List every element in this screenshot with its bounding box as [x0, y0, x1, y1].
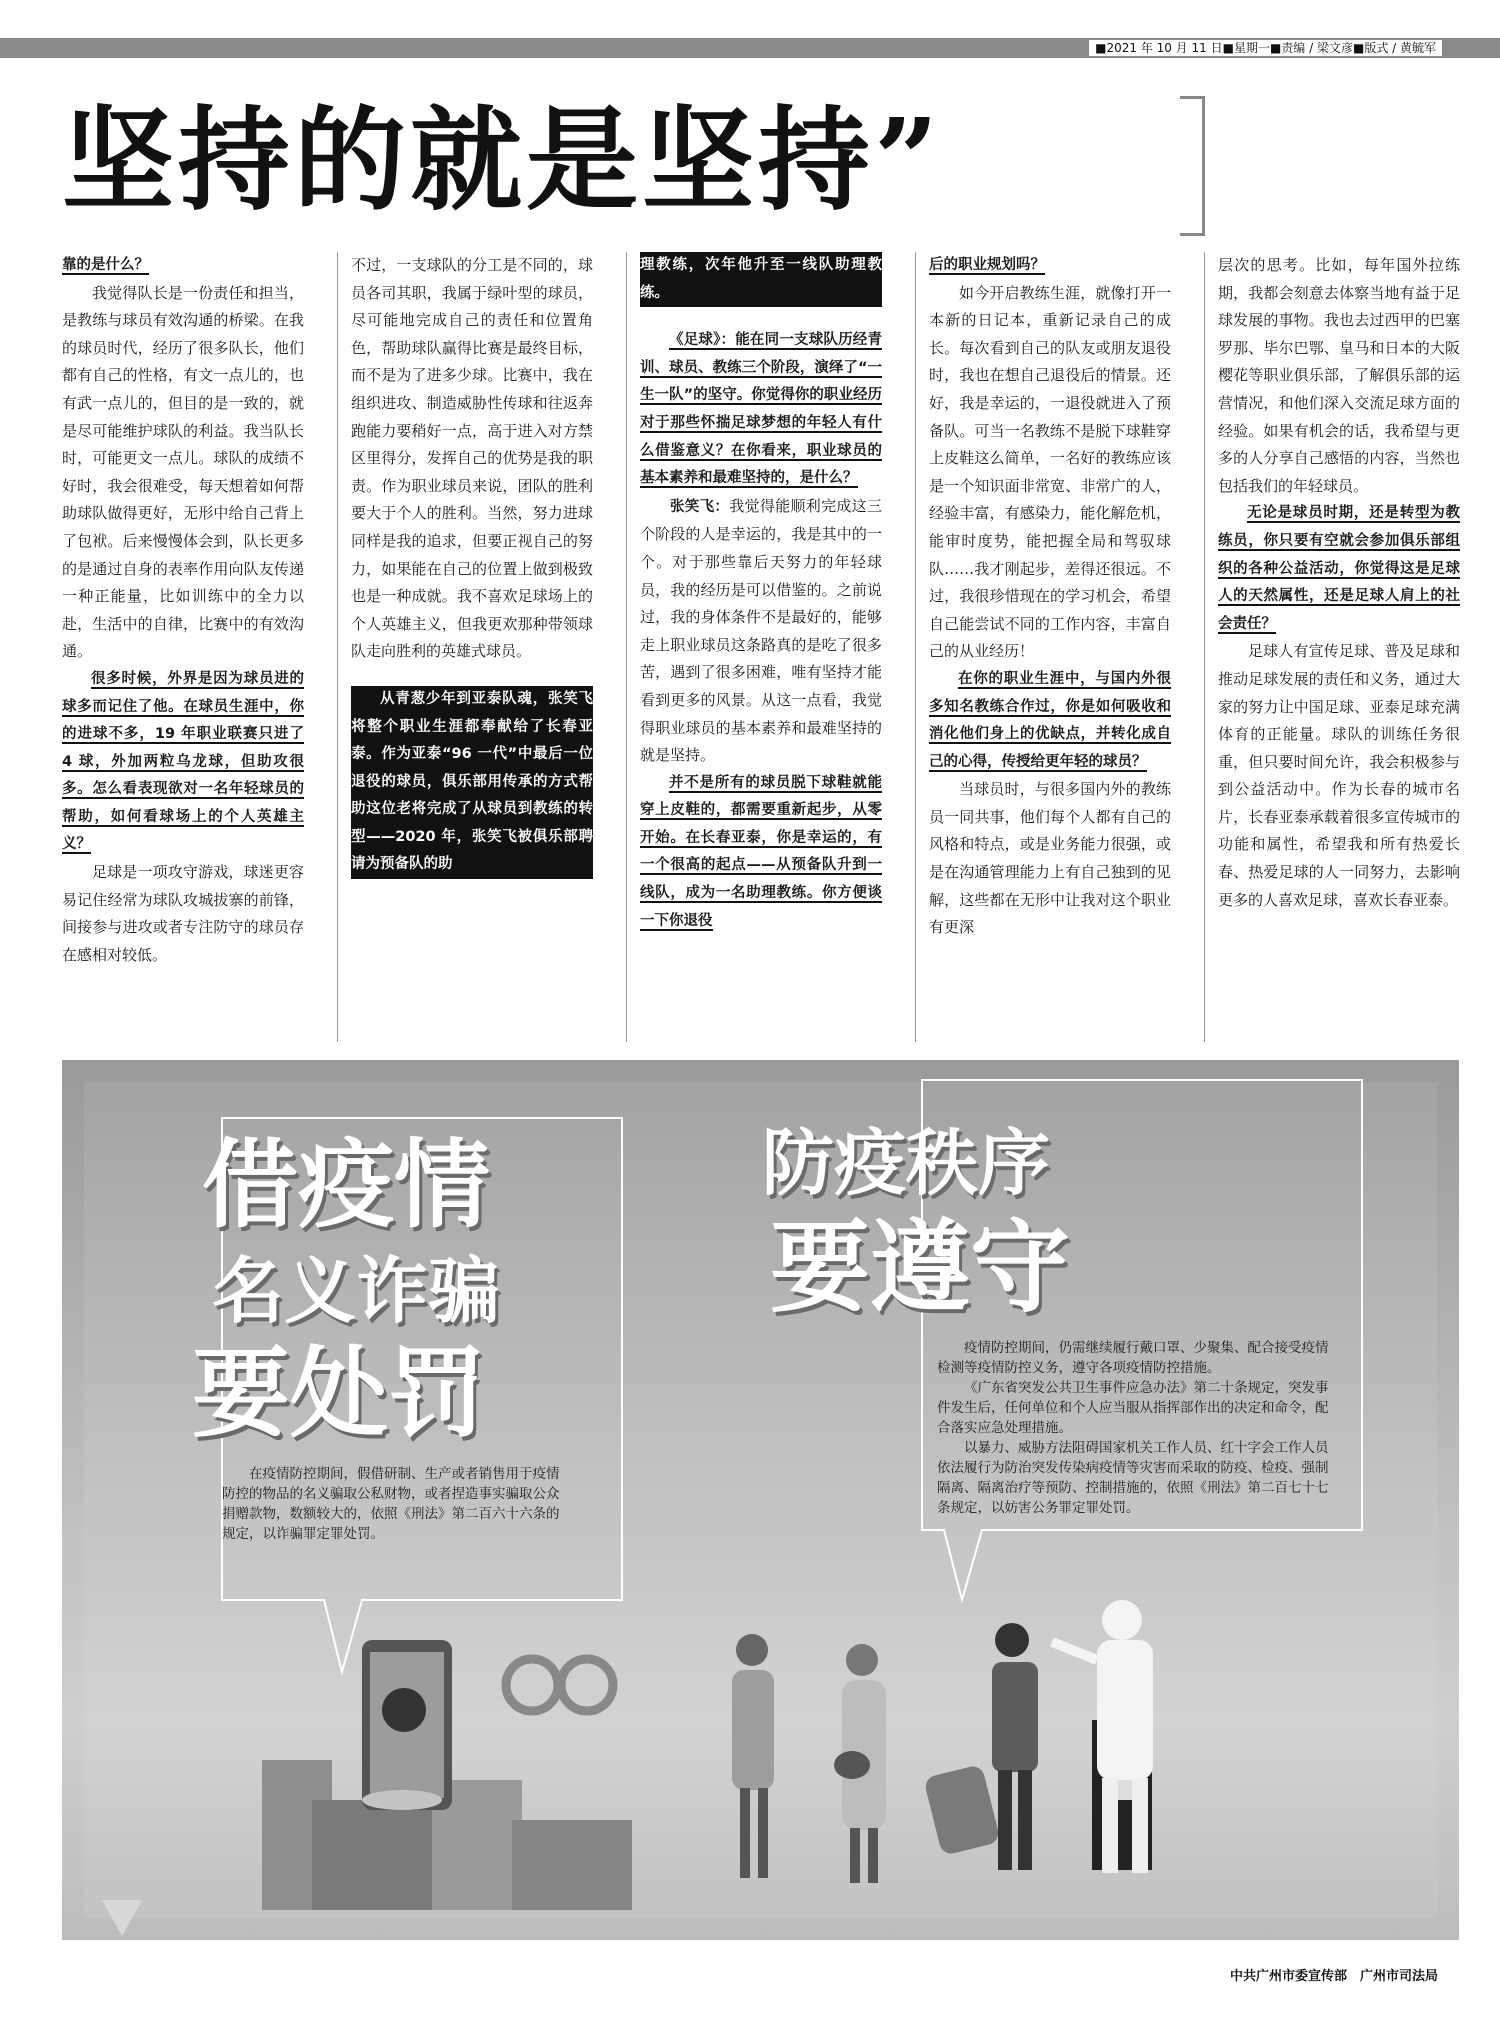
- question-paragraph: 《足球》：能在同一支球队历经青训、球员、教练三个阶段，演绎了“一生一队”的坚守。你觉得你的职业经历对于那些怀揣足球梦想的年轻人有什么借鉴意义？在你看来，职业球员的基本素养和最难坚持的，是什么？: [640, 332, 882, 487]
- right-ad-body: 疫情防控期间，仍需继续履行戴口罩、少聚集、配合接受疫情检测等疫情防控义务，遵守各项疫情防控措施。 《广东省突发公共卫生事件应急办法》第二十条规定，突发事件发生后，任何单位和个人应当服从指挥部作出的决定和命令，配合落实应急处理措施。 以暴力、威胁方法阻碍国家机关工作人员、红十字会工作人员依法履行为防治突发传染病疫情等灾害而采取的防疫、检疫、强制隔离、隔离治疗等预防、控制措施的，依照《刑法》第二百七十七条规定，以妨害公务罪定罪处罚。: [937, 1340, 1329, 1516]
- dateline: ■2021 年 10 月 11 日■星期一■责编 / 梁文彦■版式 / 黄毓军: [1089, 40, 1442, 56]
- question-tail: 靠的是什么？: [62, 257, 149, 273]
- article-column-5: [1218, 252, 1460, 1042]
- left-title-line-2: 名义诈骗: [212, 1249, 501, 1333]
- question-paragraph: 无论是球员时期，还是转型为教练员，你只要有空就会参加俱乐部组织的各种公益活动，你觉得这是足球人的天然属性，还是足球人肩上的社会责任？: [1218, 505, 1460, 632]
- answer-paragraph: 不过，一支球队的分工是不同的，球员各司其职，我属于绿叶型的球员，尽可能地完成自己的责任和位置角色，帮助球队赢得比赛是最终目标，而不是为了进多少球。比赛中，我在组织进攻、制造威胁性传球和往返奔跑能力要稍好一点，高于进入对方禁区里得分，发挥自己的优势是我的职责。作为职业球员来说，团队的胜利要大于个人的胜利。当然，努力进球同样是我的追求，但要正视自己的努力，如果能在自己的位置上做到极致也是一种成就。我不喜欢足球场上的个人英雄主义，但我更欢那种带领球队走向胜利的英雄式球员。: [351, 256, 593, 661]
- answer-paragraph: 层次的思考。比如，每年国外拉练期，我都会刻意去体察当地有益于足球发展的事物。我也去过西甲的巴塞罗那、毕尔巴鄂、皇马和日本的大阪樱花等职业俱乐部，了解俱乐部的运营情况，和他们深入交流足球方面的经验。如果有机会的话，我希望与更多的人分享自己感悟的内容，当然也包括我们的年轻球员。: [1218, 256, 1460, 495]
- article-column-4: [929, 252, 1171, 1042]
- answer-paragraph: 足球人有宣传足球、普及足球和推动足球发展的责任和义务，通过大家的努力让中国足球、亚泰足球充满体育的正能量。球队的训练任务很重，但只要时间允许，我会积极参与到公益活动中。作为长春的城市名片，长春亚泰承载着很多宣传城市的功能和属性，希望我和所有热爱长春、热爱足球的人一同努力，去影响更多的人喜欢足球，喜欢长春亚泰。: [1218, 642, 1460, 909]
- scam-phone-illustration: [242, 1600, 662, 1930]
- question-paragraph: 很多时候，外界是因为球员进的球多而记住了他。在球员生涯中，你的进球不多，19 年职业联赛只进了 4 球，外加两粒乌龙球，但助攻很多。怎么看表现欲对一名年轻球员的帮助，如何看球场上的个人英雄主义？: [62, 670, 304, 853]
- headline-bracket: [1180, 96, 1205, 236]
- article-column-3: [640, 252, 882, 1042]
- queue-temperature-check-illustration: [682, 1530, 1382, 1930]
- bubble-tail-corner: [102, 1900, 162, 1940]
- question-paragraph: 在你的职业生涯中，与国内外很多知名教练合作过，你是如何吸收和消化他们身上的优缺点，并转化成自己的心得，传授给更年轻的球员？: [929, 670, 1171, 770]
- pull-quote: 从青葱少年到亚泰队魂，张笑飞将整个职业生涯都奉献给了长春亚泰。作为亚泰“96 一代”中最后一位退役的球员，俱乐部用传承的方式帮助这位老将完成了从球员到教练的转型——2020 年，张笑飞被俱乐部聘请为预备队的助: [351, 686, 593, 879]
- pull-quote-tail: 理教练，次年他升至一线队助理教练。: [640, 252, 882, 307]
- ad-sponsor-credit: 中共广州市委宣传部 广州市司法局: [1229, 1969, 1438, 1984]
- left-ad-body: 在疫情防控期间，假借研制、生产或者销售用于疫情防控的物品的名义骗取公私财物，或者捏造事实骗取公众捐赠款物，数额较大的，依照《刑法》第二百六十六条的规定，以诈骗罪定罪处罚。: [222, 1466, 560, 1542]
- answer-paragraph: 张笑飞：我觉得能顺利完成这三个阶段的人是幸运的，我是其中的一个。对于那些靠后天努力的年轻球员，我的经历是可以借鉴的。之前说过，我的身体条件不是最好的，能够走上职业球员这条路真的是吃了很多苦，遇到了很多困难，唯有坚持才能看到更多的风景。从这一点看，我觉得职业球员的基本素养和最难坚持的就是坚持。: [640, 496, 882, 765]
- page-headline: 坚持的就是坚持”: [62, 95, 943, 226]
- public-notice-ad: [62, 1060, 1459, 1940]
- right-title-line-1: 防疫秩序: [762, 1121, 1051, 1205]
- interview-article: [62, 252, 1462, 1042]
- article-column-2: [351, 252, 593, 1042]
- right-title-line-2: 要遵守: [770, 1209, 1070, 1326]
- question-tail: 后的职业规划吗？: [929, 257, 1045, 273]
- left-title-line-3: 要处罚: [192, 1337, 487, 1451]
- answer-paragraph: 足球是一项攻守游戏，球迷更容易记住经常为球队攻城拔寨的前锋，间接参与进攻或者专注防守的球员存在感相对较低。: [62, 863, 304, 964]
- answer-paragraph: 如今开启教练生涯，就像打开一本新的日记本，重新记录自己的成长。每次看到自己的队友或朋友退役时，我也在想自己退役后的情景。还好，我是幸运的，一退役就进入了预备队。可当一名教练不是脱下球鞋穿上皮鞋这么简单，一名好的教练应该是一个知识面非常宽、非常广的人，经验丰富，有感染力，能化解危机，能审时度势，能把握全局和驾驭球队……我才刚起步，差得还很远。不过，我很珍惜现在的学习机会，希望自己能尝试不同的工作内容，丰富自己的从业经历！: [929, 283, 1171, 661]
- answer-paragraph: 当球员时，与很多国内外的教练员一同共事，他们每个人都有自己的风格和特点，或是业务能力很强，或是在沟通管理能力上有自己独到的见解，这些都在无形中让我对这个职业有更深: [929, 780, 1171, 937]
- left-title-line-1: 借疫情: [202, 1129, 490, 1241]
- question-paragraph: 并不是所有的球员脱下球鞋就能穿上皮鞋的，都需要重新起步，从零开始。在长春亚泰，你是幸运的，有一个很高的起点——从预备队升到一线队，成为一名助理教练。你方便谈一下你退役: [640, 774, 882, 929]
- article-column-1: [62, 252, 304, 1042]
- answer-paragraph: 我觉得队长是一份责任和担当，是教练与球员有效沟通的桥梁。在我的球员时代，经历了很多队长，他们都有自己的性格，有文一点儿的，也有武一点儿的，但目的是一致的，就是尽可能维护球队的利益。我当队长时，可能更文一点儿。球队的成绩不好时，我会很难受，每天想着如何帮助球队做得更好，无形中给自己背上了包袱。后来慢慢体会到，队长更多的是通过自身的表率作用向队友传递一种正能量，比如训练中的全力以赴，生活中的自律，比赛中的有效沟通。: [62, 283, 304, 661]
